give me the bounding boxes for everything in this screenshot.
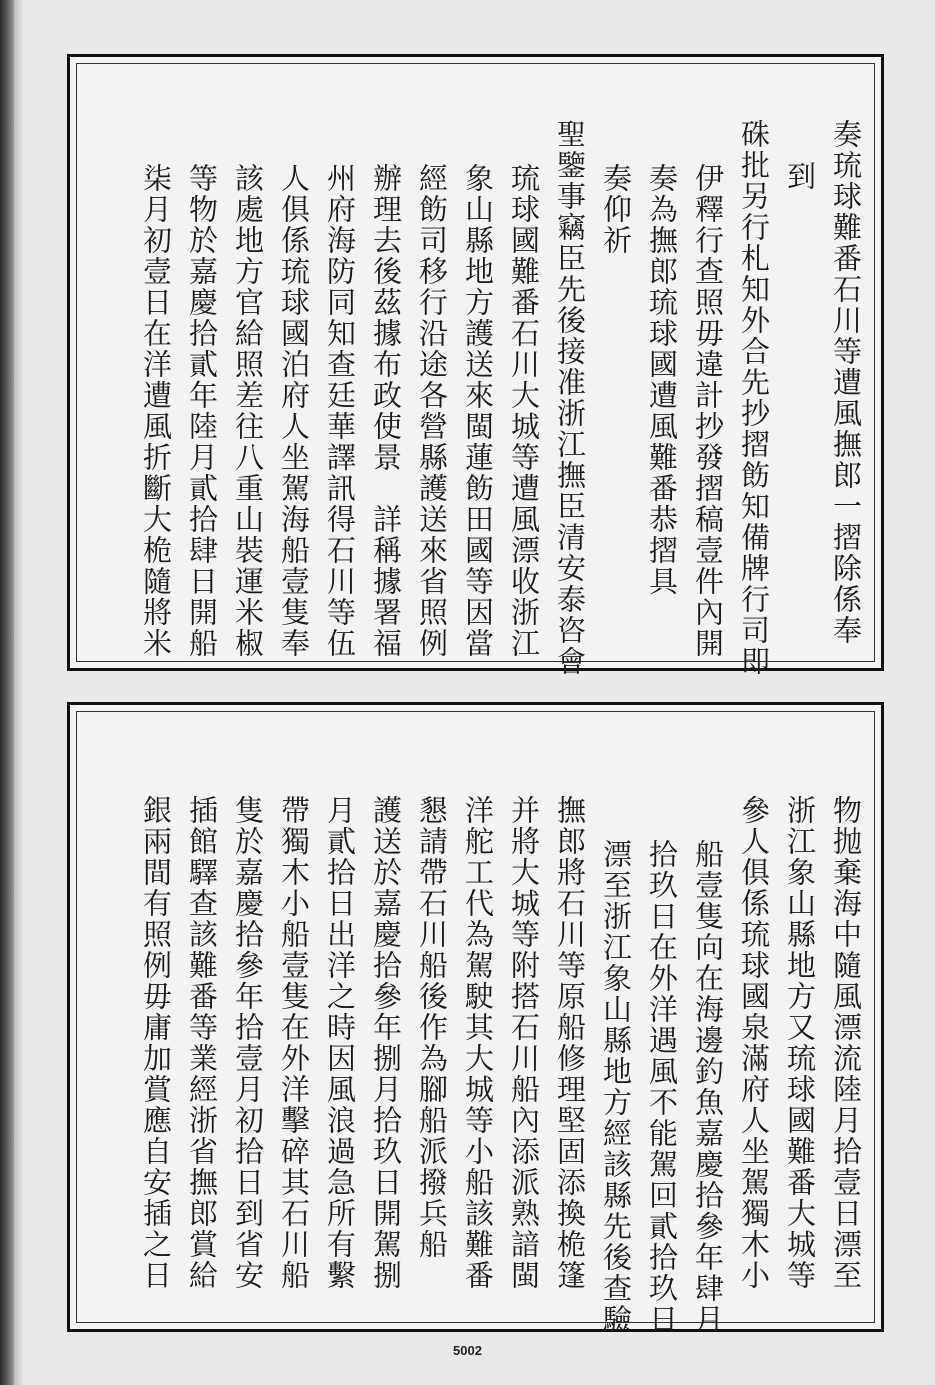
text-column: 洋舵工代為駕駛其大城等小船該難番: [461, 795, 495, 1291]
text-column: 人俱係琉球國泊府人坐駕海船壹隻奉: [277, 163, 311, 659]
text-column: 物抛棄海中隨風漂流陸月拾壹日漂至: [829, 795, 863, 1291]
text-column: 漂至浙江象山縣地方經該縣先後查驗: [599, 839, 633, 1335]
text-column: 等物於嘉慶拾貳年陸月貳拾肆日開船: [185, 163, 219, 659]
text-column: 月貳拾日出洋之時因風浪過急所有繫: [323, 795, 357, 1291]
text-column: 隻於嘉慶拾參年拾壹月初拾日到省安: [231, 795, 265, 1291]
text-column: 并將大城等附搭石川船內添派熟諳閩: [507, 795, 541, 1291]
text-column: 硃批另行札知外合先抄摺飭知備牌行司即: [737, 119, 771, 677]
text-column: 插館驛查該難番等業經浙省撫郎賞給: [185, 795, 219, 1291]
text-column: 到: [783, 161, 817, 192]
text-column: 州府海防同知查廷華譯訊得石川等伍: [323, 163, 357, 659]
page-number: 5002: [453, 1343, 482, 1358]
top-text-panel: [67, 54, 884, 677]
text-column: 船壹隻向在海邊釣魚嘉慶拾參年肆月: [691, 839, 725, 1335]
text-column: 撫郎將石川等原船修理堅固添換桅篷: [553, 795, 587, 1291]
bottom-text-panel: [67, 702, 884, 1335]
text-column: 經飭司移行沿途各營縣護送來省照例: [415, 163, 449, 659]
text-column: 護送於嘉慶拾參年捌月拾玖日開駕捌: [369, 795, 403, 1291]
text-column: 拾玖日在外洋遇風不能駕回貳拾玖日: [645, 839, 679, 1335]
text-column: 帶獨木小船壹隻在外洋擊碎其石川船: [277, 795, 311, 1291]
text-column: 奏仰祈: [599, 163, 633, 256]
top-panel-columns: [70, 57, 881, 677]
text-column: 伊釋行查照毋違計抄發摺稿壹件內開: [691, 163, 725, 659]
text-column: 辦理去後茲據布政使景 詳稱據署福: [369, 163, 403, 659]
book-spine: [0, 0, 14, 1385]
text-column: 奏琉球難番石川等遭風撫郎一摺除係奉: [829, 119, 863, 646]
text-column: 象山縣地方護送來閩蓮飭田國等因當: [461, 163, 495, 659]
text-column: 聖鑒事竊臣先後接准浙江撫臣清安泰咨會: [553, 119, 587, 677]
text-column: 該處地方官給照差往八重山裝運米椒: [231, 163, 265, 659]
spine-shadow: [14, 0, 24, 1385]
text-column: 懇請帶石川船後作為腳船派撥兵船: [415, 795, 449, 1260]
text-column: 奏為撫郎琉球國遭風難番恭摺具: [645, 163, 679, 597]
text-column: 銀兩間有照例毋庸加賞應自安插之日: [139, 795, 173, 1291]
bottom-panel-columns: [70, 705, 881, 1335]
text-column: 參人俱係琉球國泉滿府人坐駕獨木小: [737, 795, 771, 1291]
text-column: 浙江象山縣地方又琉球國難番大城等: [783, 795, 817, 1291]
text-column: 柒月初壹日在洋遭風折斷大桅隨將米: [139, 163, 173, 659]
text-column: 琉球國難番石川大城等遭風漂收浙江: [507, 163, 541, 659]
